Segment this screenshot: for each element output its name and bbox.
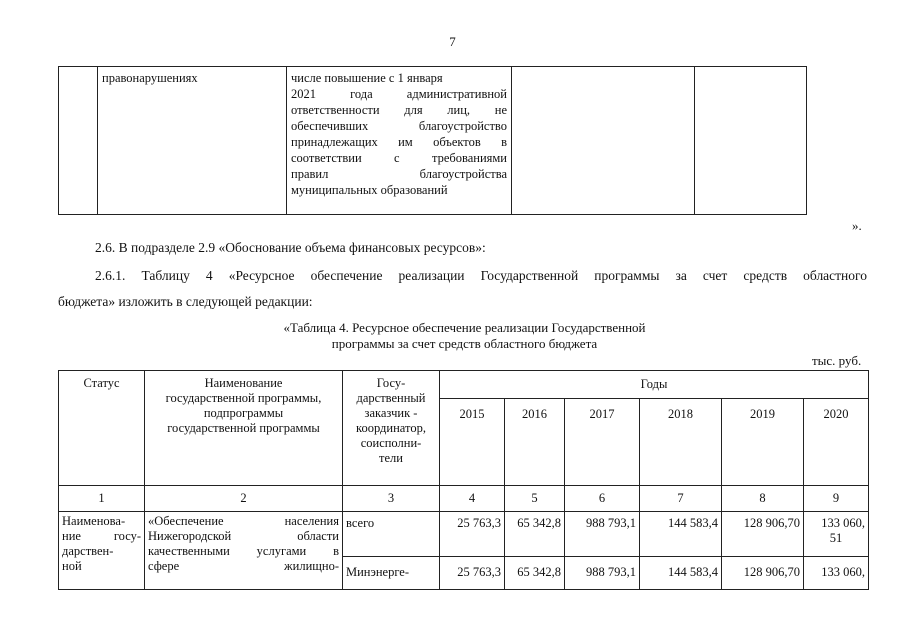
header-text: соисполни- <box>360 436 422 450</box>
header-text: дарственный <box>356 391 426 405</box>
value-cell: 128 906,70 <box>722 512 804 557</box>
cell-line: правил благоустройства <box>291 167 507 181</box>
value-cell: 128 906,70 <box>722 557 804 590</box>
cell-line: 2021 года административной <box>291 87 507 101</box>
value-cell: 133 060, <box>804 557 869 590</box>
program-name-cell <box>145 512 343 590</box>
customer-cell: Минэнерге- <box>343 557 440 590</box>
header-text: государственной программы, <box>165 391 322 405</box>
header-text: Госу- <box>376 376 406 390</box>
paragraph: 2.6.1. Таблицу 4 «Ресурсное обеспечение реализации Государственной программы за счет средств областного <box>95 268 867 283</box>
paragraph: бюджета» изложить в следующей редакции: <box>58 294 313 309</box>
header-year: 2017 <box>565 399 640 486</box>
header-name <box>145 371 343 486</box>
cell-line: «Обеспечение населения <box>148 514 339 528</box>
header-status <box>59 371 145 486</box>
column-number: 4 <box>440 486 505 512</box>
resource-table <box>58 370 869 590</box>
header-year: 2016 <box>505 399 565 486</box>
customer-cell: всего <box>343 512 440 557</box>
header-text: государственной программы <box>167 421 320 435</box>
cell-line: принадлежащих им объектов в <box>291 135 507 149</box>
column-number: 9 <box>804 486 869 512</box>
value-cell: 988 793,1 <box>565 512 640 557</box>
header-year: 2015 <box>440 399 505 486</box>
value-line: 51 <box>829 531 843 545</box>
paragraph: 2.6. В подразделе 2.9 «Обоснование объема финансовых ресурсов»: <box>95 240 486 255</box>
cell-line: качественными услугами в <box>148 544 339 558</box>
header-years: Годы <box>440 371 869 399</box>
cell-line: числе повышение с 1 января <box>291 71 443 85</box>
header-text: Наименование <box>204 376 283 390</box>
cell-line: ной <box>62 559 82 573</box>
status-cell <box>59 512 145 590</box>
header-text: подпрограммы <box>203 406 284 420</box>
header-text: тели <box>379 451 403 465</box>
column-number: 8 <box>722 486 804 512</box>
value-cell: 65 342,8 <box>505 557 565 590</box>
table-title: программы за счет средств областного бюджета <box>331 336 598 351</box>
page-number: 7 <box>449 34 456 49</box>
cell-line: дарствен- <box>62 544 114 558</box>
header-year: 2020 <box>804 399 869 486</box>
table-title: «Таблица 4. Ресурсное обеспечение реализации Государственной <box>283 320 646 335</box>
cell-line: соответствии с требованиями <box>291 151 507 165</box>
unit-label: тыс. руб. <box>812 353 862 368</box>
value-cell <box>804 512 869 557</box>
cell-line: сфере жилищно- <box>148 559 339 573</box>
value-cell: 25 763,3 <box>440 557 505 590</box>
header-text: координатор, <box>356 421 426 435</box>
column-number: 3 <box>343 486 440 512</box>
table-cell <box>98 67 287 215</box>
cell-text: правонарушениях <box>102 71 198 85</box>
column-number: 7 <box>640 486 722 512</box>
header-year: 2018 <box>640 399 722 486</box>
table-cell <box>695 67 807 215</box>
column-number: 1 <box>59 486 145 512</box>
value-cell: 144 583,4 <box>640 512 722 557</box>
header-year: 2019 <box>722 399 804 486</box>
cell-line: Наименова- <box>62 514 126 528</box>
cell-line: ние госу- <box>62 529 141 543</box>
value-cell: 65 342,8 <box>505 512 565 557</box>
table-cell <box>287 67 512 215</box>
column-number: 6 <box>565 486 640 512</box>
header-text: Статус <box>83 376 120 390</box>
cell-line: ответственности для лиц, не <box>291 103 507 117</box>
column-number: 2 <box>145 486 343 512</box>
continued-table <box>58 66 807 215</box>
column-number: 5 <box>505 486 565 512</box>
table-cell <box>59 67 98 215</box>
value-cell: 144 583,4 <box>640 557 722 590</box>
cell-line: Нижегородской области <box>148 529 339 543</box>
header-customer <box>343 371 440 486</box>
closing-quote: ». <box>852 218 862 233</box>
value-line: 133 060, <box>821 516 865 530</box>
cell-line: муниципальных образований <box>291 183 448 197</box>
table-cell <box>512 67 695 215</box>
value-cell: 988 793,1 <box>565 557 640 590</box>
cell-line: обеспечивших благоустройство <box>291 119 507 133</box>
header-text: заказчик - <box>364 406 418 420</box>
value-cell: 25 763,3 <box>440 512 505 557</box>
